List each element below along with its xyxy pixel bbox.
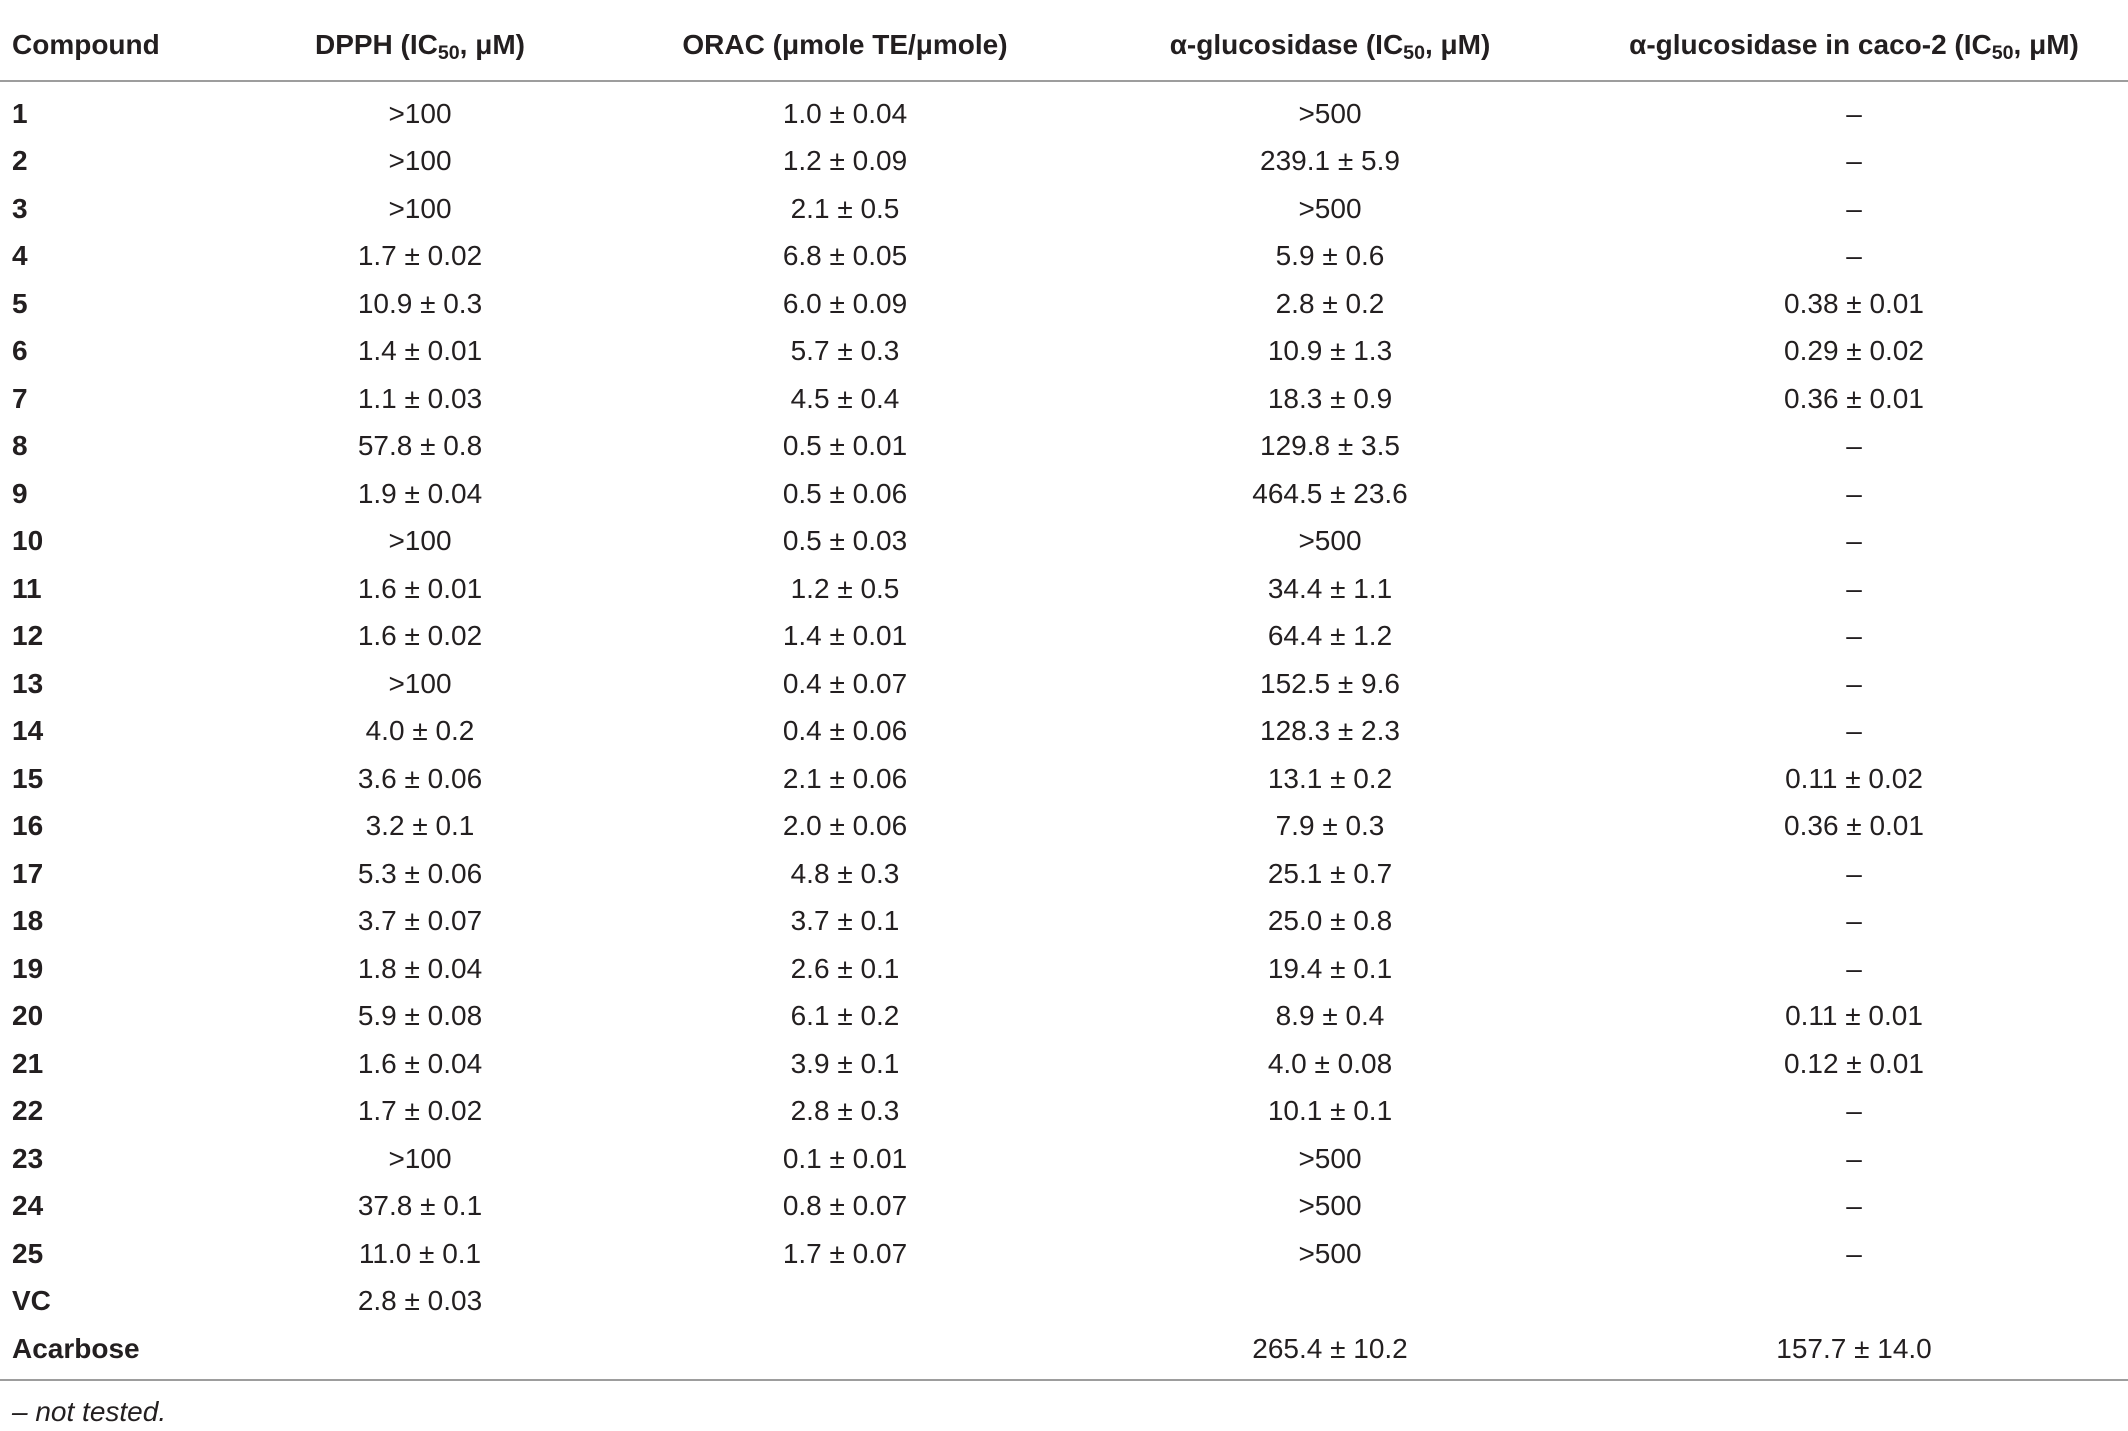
table-row <box>0 803 2128 851</box>
table-row <box>0 423 2128 471</box>
cell-compound: VC <box>12 1285 51 1317</box>
header-orac: ORAC (μmole TE/μmole) <box>610 10 1080 81</box>
cell-dpph: >100 <box>388 192 452 224</box>
cell-orac: 4.5 ± 0.4 <box>790 382 900 414</box>
cell-alpha-glucosidase-caco2: – <box>1846 857 1862 889</box>
cell-compound: 22 <box>12 1095 44 1127</box>
cell-dpph: 5.3 ± 0.06 <box>357 857 483 889</box>
cell-dpph: 10.9 ± 0.3 <box>357 287 483 319</box>
cell-orac: 0.1 ± 0.01 <box>782 1142 908 1174</box>
cell-orac: 1.0 ± 0.04 <box>782 97 908 129</box>
cell-orac: 2.0 ± 0.06 <box>782 810 908 842</box>
cell-compound: 1 <box>12 97 28 129</box>
cell-alpha-glucosidase: 4.0 ± 0.08 <box>1267 1047 1393 1079</box>
cell-alpha-glucosidase: 129.8 ± 3.5 <box>1260 430 1400 462</box>
cell-compound: 13 <box>12 667 44 699</box>
cell-alpha-glucosidase: 34.4 ± 1.1 <box>1267 572 1393 604</box>
cell-orac: 3.9 ± 0.1 <box>790 1047 900 1079</box>
cell-alpha-glucosidase-caco2: – <box>1846 715 1862 747</box>
cell-compound: 8 <box>12 430 28 462</box>
cell-orac: 1.4 ± 0.01 <box>782 620 908 652</box>
cell-alpha-glucosidase-caco2: – <box>1846 620 1862 652</box>
cell-dpph: 1.6 ± 0.01 <box>357 572 483 604</box>
cell-alpha-glucosidase-caco2: – <box>1846 1190 1862 1222</box>
cell-compound: 25 <box>12 1237 44 1269</box>
cell-alpha-glucosidase-caco2: – <box>1846 430 1862 462</box>
cell-compound: 15 <box>12 762 44 794</box>
cell-dpph: >100 <box>388 1142 452 1174</box>
cell-alpha-glucosidase: 464.5 ± 23.6 <box>1252 477 1408 509</box>
cell-alpha-glucosidase: >500 <box>1298 1237 1362 1269</box>
table-row <box>0 138 2128 186</box>
cell-compound: 24 <box>12 1190 44 1222</box>
table-row <box>0 185 2128 233</box>
cell-alpha-glucosidase-caco2: – <box>1846 572 1862 604</box>
cell-orac: 0.8 ± 0.07 <box>782 1190 908 1222</box>
table-header <box>0 10 2128 81</box>
cell-orac: 1.7 ± 0.07 <box>782 1237 908 1269</box>
cell-compound: 18 <box>12 905 44 937</box>
cell-alpha-glucosidase-caco2: – <box>1846 952 1862 984</box>
cell-dpph: >100 <box>388 525 452 557</box>
cell-dpph: >100 <box>388 145 452 177</box>
cell-alpha-glucosidase: >500 <box>1298 1142 1362 1174</box>
table-row <box>0 280 2128 328</box>
cell-alpha-glucosidase: >500 <box>1298 192 1362 224</box>
cell-dpph: 1.1 ± 0.03 <box>357 382 483 414</box>
cell-orac: 4.8 ± 0.3 <box>790 857 900 889</box>
cell-dpph: 1.9 ± 0.04 <box>357 477 483 509</box>
table-row <box>0 708 2128 756</box>
table-row <box>0 1230 2128 1278</box>
cell-alpha-glucosidase: 239.1 ± 5.9 <box>1260 145 1400 177</box>
table-row <box>0 565 2128 613</box>
cell-dpph: 3.6 ± 0.06 <box>357 762 483 794</box>
cell-orac: 1.2 ± 0.09 <box>782 145 908 177</box>
cell-alpha-glucosidase-caco2: – <box>1846 1237 1862 1269</box>
cell-alpha-glucosidase-caco2: – <box>1846 240 1862 272</box>
cell-alpha-glucosidase-caco2: 0.36 ± 0.01 <box>1784 810 1924 842</box>
cell-compound: 12 <box>12 620 44 652</box>
cell-alpha-glucosidase: 25.0 ± 0.8 <box>1267 905 1393 937</box>
table-row <box>0 1088 2128 1136</box>
cell-orac: 0.5 ± 0.01 <box>782 430 908 462</box>
table-row <box>0 470 2128 518</box>
cell-dpph: 11.0 ± 0.1 <box>358 1237 482 1269</box>
cell-alpha-glucosidase: 25.1 ± 0.7 <box>1267 857 1393 889</box>
table-row <box>0 945 2128 993</box>
cell-orac: 6.8 ± 0.05 <box>782 240 908 272</box>
cell-alpha-glucosidase-caco2: 0.38 ± 0.01 <box>1784 287 1924 319</box>
header-alpha-glucosidase-caco2: α-glucosidase in caco-2 ($IC_{50}$, μM) <box>1580 10 2128 81</box>
cell-orac: 0.4 ± 0.07 <box>782 667 908 699</box>
cell-orac <box>610 1278 1080 1326</box>
table-row <box>0 850 2128 898</box>
cell-dpph: 5.9 ± 0.08 <box>357 1000 483 1032</box>
cell-alpha-glucosidase: 152.5 ± 9.6 <box>1260 667 1400 699</box>
cell-alpha-glucosidase: 265.4 ± 10.2 <box>1080 1325 1580 1380</box>
cell-alpha-glucosidase: 8.9 ± 0.4 <box>1275 1000 1385 1032</box>
header-alpha-glucosidase: α-glucosidase ($IC_{50}$, μM) <box>1080 10 1580 81</box>
cell-dpph: 57.8 ± 0.8 <box>357 430 483 462</box>
cell-orac: 5.7 ± 0.3 <box>790 335 900 367</box>
cell-alpha-glucosidase-caco2: – <box>1846 145 1862 177</box>
table-row <box>0 518 2128 566</box>
cell-alpha-glucosidase: 64.4 ± 1.2 <box>1267 620 1393 652</box>
cell-orac: 3.7 ± 0.1 <box>790 905 900 937</box>
cell-orac: 6.1 ± 0.2 <box>790 1000 900 1032</box>
cell-alpha-glucosidase: 5.9 ± 0.6 <box>1275 240 1385 272</box>
header-row <box>0 10 2128 81</box>
table-row <box>0 755 2128 803</box>
cell-alpha-glucosidase <box>1080 1278 1580 1326</box>
cell-alpha-glucosidase-caco2: – <box>1846 192 1862 224</box>
table-row <box>0 1040 2128 1088</box>
cell-alpha-glucosidase: 18.3 ± 0.9 <box>1267 382 1393 414</box>
cell-dpph: 4.0 ± 0.2 <box>365 715 475 747</box>
cell-orac: 0.4 ± 0.06 <box>782 715 908 747</box>
table-row <box>0 1325 2128 1380</box>
table-row <box>0 328 2128 376</box>
cell-dpph: 2.8 ± 0.03 <box>357 1285 483 1317</box>
cell-dpph: 1.7 ± 0.02 <box>357 1095 483 1127</box>
cell-alpha-glucosidase-caco2: 0.12 ± 0.01 <box>1784 1047 1924 1079</box>
cell-alpha-glucosidase-caco2: 157.7 ± 14.0 <box>1580 1325 2128 1380</box>
cell-dpph: 3.7 ± 0.07 <box>357 905 483 937</box>
cell-orac <box>610 1325 1080 1380</box>
table-row <box>0 993 2128 1041</box>
cell-alpha-glucosidase-caco2: – <box>1846 525 1862 557</box>
cell-orac: 6.0 ± 0.09 <box>782 287 908 319</box>
table-row <box>0 375 2128 423</box>
cell-alpha-glucosidase: 19.4 ± 0.1 <box>1267 952 1393 984</box>
footnote: – not tested. <box>12 1396 167 1427</box>
cell-alpha-glucosidase: >500 <box>1298 1190 1362 1222</box>
cell-orac: 2.1 ± 0.5 <box>790 192 900 224</box>
cell-dpph: 1.7 ± 0.02 <box>357 240 483 272</box>
table-body <box>0 81 2128 1380</box>
cell-alpha-glucosidase-caco2: – <box>1846 1142 1862 1174</box>
cell-alpha-glucosidase-caco2: 0.11 ± 0.02 <box>1785 762 1923 794</box>
cell-orac: 0.5 ± 0.03 <box>782 525 908 557</box>
table-row <box>0 1278 2128 1326</box>
cell-alpha-glucosidase: 2.8 ± 0.2 <box>1275 287 1385 319</box>
cell-compound: Acarbose <box>0 1325 230 1380</box>
cell-compound: 11 <box>12 572 42 604</box>
cell-dpph: 1.6 ± 0.02 <box>357 620 483 652</box>
cell-dpph <box>230 1325 610 1380</box>
table-row <box>0 81 2128 138</box>
cell-compound: 23 <box>12 1142 44 1174</box>
cell-orac: 2.6 ± 0.1 <box>790 952 900 984</box>
cell-alpha-glucosidase: 10.1 ± 0.1 <box>1267 1095 1393 1127</box>
cell-compound: 7 <box>12 382 28 414</box>
cell-alpha-glucosidase-caco2: 0.11 ± 0.01 <box>1785 1000 1923 1032</box>
header-dpph: DPPH ($IC_{50}$, μM) <box>230 10 610 81</box>
cell-dpph: 1.8 ± 0.04 <box>357 952 483 984</box>
cell-alpha-glucosidase-caco2 <box>1580 1278 2128 1326</box>
cell-alpha-glucosidase-caco2: – <box>1846 667 1862 699</box>
cell-compound: 16 <box>12 810 44 842</box>
cell-alpha-glucosidase: 10.9 ± 1.3 <box>1267 335 1393 367</box>
cell-alpha-glucosidase-caco2: 0.36 ± 0.01 <box>1784 382 1924 414</box>
cell-compound: 20 <box>12 1000 44 1032</box>
cell-dpph: 1.6 ± 0.04 <box>357 1047 483 1079</box>
cell-dpph: 37.8 ± 0.1 <box>357 1190 483 1222</box>
results-table <box>0 10 2128 1381</box>
cell-orac: 0.5 ± 0.06 <box>782 477 908 509</box>
cell-orac: 2.1 ± 0.06 <box>782 762 908 794</box>
cell-alpha-glucosidase-caco2: 0.29 ± 0.02 <box>1784 335 1924 367</box>
cell-alpha-glucosidase-caco2: – <box>1846 1095 1862 1127</box>
cell-alpha-glucosidase: 13.1 ± 0.2 <box>1267 762 1393 794</box>
table-row <box>0 1135 2128 1183</box>
cell-compound: 21 <box>12 1047 44 1079</box>
cell-dpph: 1.4 ± 0.01 <box>357 335 483 367</box>
cell-dpph: >100 <box>388 97 452 129</box>
table-row <box>0 1183 2128 1231</box>
cell-orac: 2.8 ± 0.3 <box>790 1095 900 1127</box>
cell-compound: 2 <box>12 145 28 177</box>
cell-alpha-glucosidase: >500 <box>1298 525 1362 557</box>
cell-compound: 5 <box>12 287 28 319</box>
cell-alpha-glucosidase-caco2: – <box>1846 97 1862 129</box>
cell-alpha-glucosidase: >500 <box>1298 97 1362 129</box>
cell-orac: 1.2 ± 0.5 <box>790 572 900 604</box>
table-row <box>0 613 2128 661</box>
cell-alpha-glucosidase: 7.9 ± 0.3 <box>1275 810 1385 842</box>
cell-compound: 3 <box>12 192 28 224</box>
cell-compound: 6 <box>12 335 28 367</box>
cell-compound: 10 <box>12 525 44 557</box>
cell-compound: 19 <box>12 952 44 984</box>
cell-compound: 9 <box>12 477 28 509</box>
table-row <box>0 660 2128 708</box>
cell-alpha-glucosidase: 128.3 ± 2.3 <box>1260 715 1400 747</box>
table-row <box>0 898 2128 946</box>
cell-compound: 17 <box>12 857 44 889</box>
cell-alpha-glucosidase-caco2: – <box>1846 905 1862 937</box>
cell-dpph: >100 <box>388 667 452 699</box>
header-compound: Compound <box>0 10 230 81</box>
table-row <box>0 233 2128 281</box>
cell-dpph: 3.2 ± 0.1 <box>365 810 475 842</box>
cell-compound: 14 <box>12 715 44 747</box>
cell-alpha-glucosidase-caco2: – <box>1846 477 1862 509</box>
cell-compound: 4 <box>12 240 28 272</box>
